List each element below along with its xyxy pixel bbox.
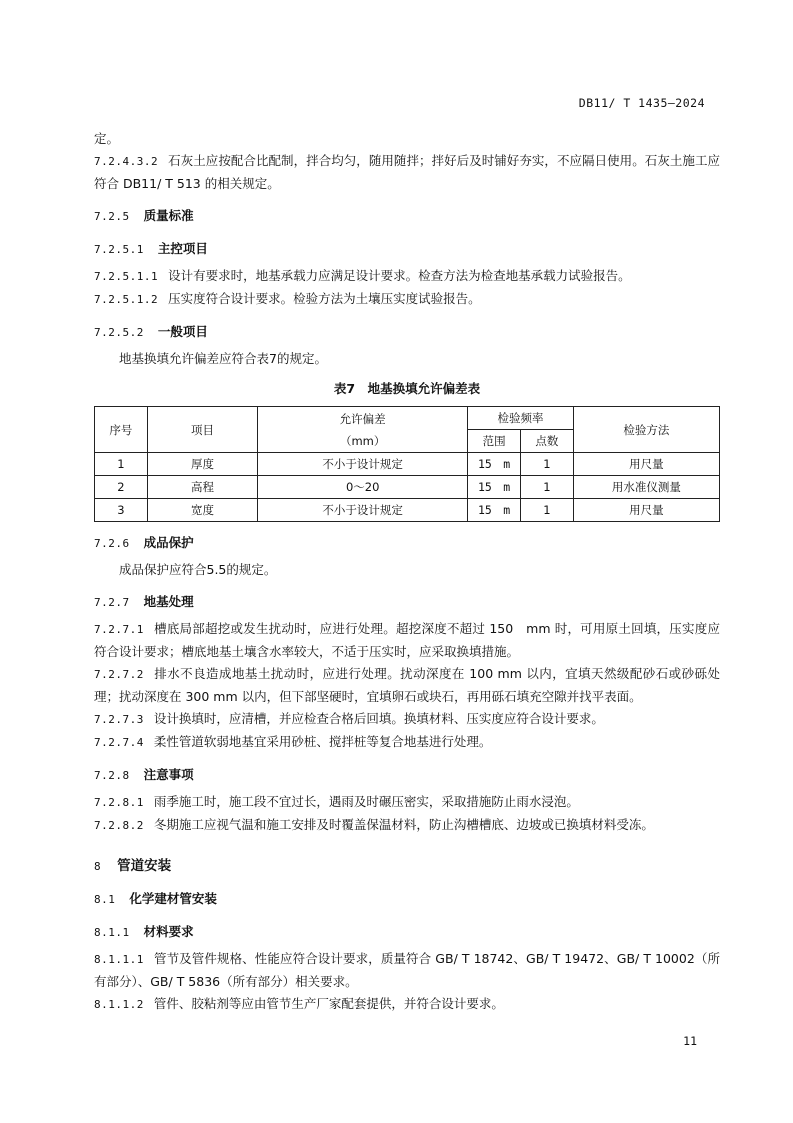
heading-8-1-1 — [94, 921, 720, 944]
clause-text: 柔性管道软弱地基宜采用砂桩、搅拌桩等复合地基进行处理。 — [153, 734, 492, 749]
table-row — [95, 453, 720, 476]
heading-title: 一般项目 — [157, 324, 208, 339]
heading-7-2-6 — [94, 532, 720, 555]
cell-range: 15 m — [468, 499, 521, 522]
paragraph-product-protection: 成品保护应符合5.5的规定。 — [119, 562, 277, 577]
clause-number: 7.2.8.1 — [94, 796, 144, 809]
table-row — [95, 499, 720, 522]
clause-8-1-1-2 — [94, 993, 720, 1016]
clause-7-2-7-2 — [94, 663, 720, 708]
cell-points: 1 — [521, 453, 574, 476]
heading-title: 材料要求 — [143, 924, 194, 939]
cell-seq: 3 — [95, 499, 148, 522]
heading-title: 成品保护 — [143, 535, 194, 550]
cell-seq: 2 — [95, 476, 148, 499]
header-range: 范围 — [468, 430, 521, 453]
cell-item: 高程 — [147, 476, 257, 499]
cell-method: 用尺量 — [573, 453, 719, 476]
page-number: 11 — [683, 1034, 697, 1048]
clause-number: 7.2.7.2 — [94, 668, 144, 681]
clause-8-1-1-1 — [94, 948, 720, 993]
cell-tolerance: 不小于设计规定 — [258, 453, 468, 476]
heading-number: 7.2.7 — [94, 596, 130, 609]
clause-number: 7.2.7.1 — [94, 623, 144, 636]
heading-title: 化学建材管安装 — [129, 891, 217, 906]
heading-title: 质量标准 — [143, 208, 194, 223]
clause-text: 石灰土应按配合比配制，拌合均匀，随用随拌；拌好后及时铺好夯实，不应隔日使用。石灰土施工应符合 DB11/ T 513 的相关规定。 — [94, 153, 720, 191]
header-seq: 序号 — [95, 407, 148, 453]
clause-7-2-5-1-2 — [94, 288, 720, 311]
heading-number: 7.2.5.2 — [94, 326, 144, 339]
header-tolerance-label: 允许偏差 — [339, 411, 386, 426]
clause-7-2-5-1-1 — [94, 265, 720, 288]
clause-text: 冬期施工应视气温和施工安排及时覆盖保温材料，防止沟槽槽底、边坡或已换填材料受冻。 — [153, 817, 654, 832]
heading-7-2-5 — [94, 205, 720, 228]
clause-text: 压实度符合设计要求。检验方法为土壤压实度试验报告。 — [168, 291, 481, 306]
heading-title: 地基处理 — [143, 594, 194, 609]
heading-number: 8.1 — [94, 893, 116, 906]
standard-code: DB11/ T 1435—2024 — [578, 96, 705, 110]
heading-8-1 — [94, 888, 720, 911]
table-header-row — [95, 407, 720, 430]
clause-number: 8.1.1.1 — [94, 953, 144, 966]
cell-tolerance: 0～20 — [258, 476, 468, 499]
table-7-title: 表7 地基换填允许偏差表 — [333, 381, 481, 396]
clause-text: 排水不良造成地基土扰动时，应进行处理。扰动深度在 100 mm 以内，宜填天然级配砂石或砂砾处理；扰动深度在 300 mm 以内，但下部坚硬时，宜填卵石或块石，再用砾石填充空隙并找平表面。 — [94, 666, 720, 704]
heading-7-2-7 — [94, 591, 720, 614]
heading-title: 管道安装 — [117, 858, 172, 874]
cell-tolerance: 不小于设计规定 — [258, 499, 468, 522]
heading-number: 7.2.5.1 — [94, 243, 144, 256]
heading-7-2-8 — [94, 764, 720, 787]
cell-item: 厚度 — [147, 453, 257, 476]
cell-range: 15 m — [468, 476, 521, 499]
paragraph-continuation: 定。 — [94, 131, 120, 146]
cell-item: 宽度 — [147, 499, 257, 522]
header-frequency: 检验频率 — [468, 407, 574, 430]
cell-range: 15 m — [468, 453, 521, 476]
clause-7-2-4-3-2 — [94, 150, 720, 195]
heading-7-2-5-2 — [94, 321, 720, 344]
clause-text: 设计有要求时，地基承载力应满足设计要求。检查方法为检查地基承载力试验报告。 — [168, 268, 631, 283]
heading-number: 7.2.8 — [94, 769, 130, 782]
header-method: 检验方法 — [573, 407, 719, 453]
clause-number: 8.1.1.2 — [94, 998, 144, 1011]
clause-7-2-7-1 — [94, 618, 720, 663]
paragraph-table-reference: 地基换填允许偏差应符合表7的规定。 — [119, 351, 327, 366]
heading-number: 8 — [94, 860, 102, 873]
header-points: 点数 — [521, 430, 574, 453]
cell-seq: 1 — [95, 453, 148, 476]
clause-number: 7.2.7.4 — [94, 736, 144, 749]
clause-number: 7.2.4.3.2 — [94, 155, 159, 168]
heading-title: 注意事项 — [143, 767, 194, 782]
table-row — [95, 476, 720, 499]
heading-number: 7.2.5 — [94, 210, 130, 223]
clause-7-2-8-2 — [94, 814, 720, 837]
clause-text: 管节及管件规格、性能应符合设计要求，质量符合 GB/ T 18742、GB/ T 19472、GB/ T 10002（所有部分）、GB/ T 5836（所有部分）相关要求。 — [94, 951, 720, 989]
clause-text: 设计换填时，应清槽，并应检查合格后回填。换填材料、压实度应符合设计要求。 — [153, 711, 604, 726]
heading-number: 7.2.6 — [94, 537, 130, 550]
table-7 — [94, 406, 720, 522]
clause-number: 7.2.5.1.1 — [94, 270, 159, 283]
clause-text: 槽底局部超挖或发生扰动时，应进行处理。超挖深度不超过 150 mm 时，可用原土回填，压实度应符合设计要求；槽底地基土壤含水率较大，不适于压实时，应采取换填措施。 — [94, 621, 720, 659]
cell-method: 用尺量 — [573, 499, 719, 522]
heading-title: 主控项目 — [157, 241, 208, 256]
cell-method: 用水准仪测量 — [573, 476, 719, 499]
clause-7-2-7-3 — [94, 708, 720, 731]
header-item: 项目 — [147, 407, 257, 453]
clause-7-2-7-4 — [94, 731, 720, 754]
cell-points: 1 — [521, 476, 574, 499]
clause-text: 管件、胶粘剂等应由管节生产厂家配套提供，并符合设计要求。 — [153, 996, 504, 1011]
cell-points: 1 — [521, 499, 574, 522]
heading-7-2-5-1 — [94, 238, 720, 261]
heading-8 — [94, 855, 720, 878]
header-tolerance — [258, 407, 468, 453]
clause-7-2-8-1 — [94, 791, 720, 814]
page-content — [94, 128, 720, 1016]
clause-number: 7.2.5.1.2 — [94, 293, 159, 306]
clause-text: 雨季施工时，施工段不宜过长，遇雨及时碾压密实，采取措施防止雨水浸泡。 — [153, 794, 579, 809]
clause-number: 7.2.7.3 — [94, 713, 144, 726]
heading-number: 8.1.1 — [94, 926, 130, 939]
clause-number: 7.2.8.2 — [94, 819, 144, 832]
header-tolerance-unit: （mm） — [339, 433, 386, 448]
